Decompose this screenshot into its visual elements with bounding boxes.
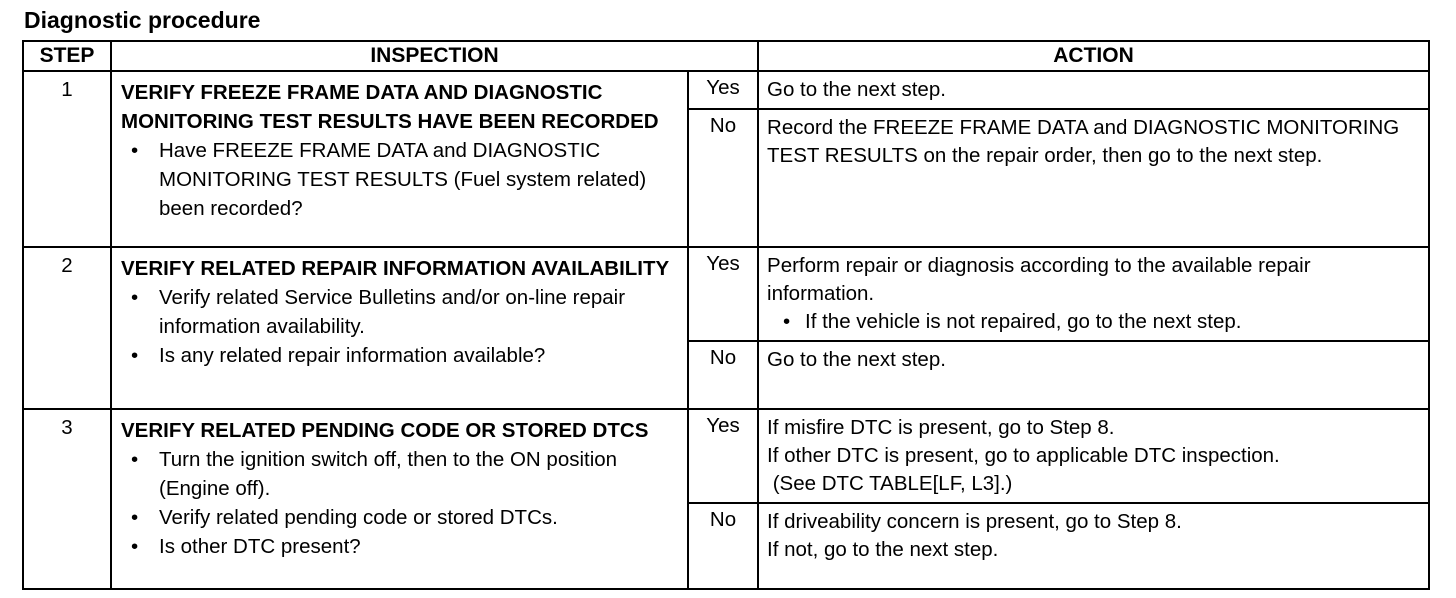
action-line: If other DTC is present, go to applicable DTC inspection. [767, 444, 1280, 467]
action-line: If misfire DTC is present, go to Step 8. [767, 416, 1115, 439]
yes-label: Yes [688, 247, 758, 341]
table-row [23, 247, 1429, 341]
inspection-cell [111, 409, 688, 589]
header-action: ACTION [758, 41, 1429, 71]
document [22, 6, 1430, 590]
action-line: Perform repair or diagnosis according to the available repair information. [767, 254, 1317, 305]
yes-label: Yes [688, 71, 758, 109]
inspection-bullet: • Is other DTC present? [121, 532, 679, 561]
action-bullets [767, 308, 1422, 336]
inspection-bullet: • Have FREEZE FRAME DATA and DIAGNOSTIC MONITORING TEST RESULTS (Fuel system related) been recorded? [121, 136, 679, 223]
no-label: No [688, 503, 758, 589]
yes-action [758, 71, 1429, 109]
inspection-cell [111, 247, 688, 409]
inspection-cell [111, 71, 688, 247]
page-title: Diagnostic procedure [24, 7, 261, 33]
no-label: No [688, 109, 758, 247]
action-line: Record the FREEZE FRAME DATA and DIAGNOSTIC MONITORING TEST RESULTS on the repair order, then go to the next step. [767, 116, 1400, 167]
inspection-bullets [121, 445, 679, 561]
action-line: If not, go to the next step. [767, 538, 999, 561]
no-action [758, 341, 1429, 409]
step-number: 2 [23, 247, 111, 409]
inspection-heading: VERIFY FREEZE FRAME DATA AND DIAGNOSTIC MONITORING TEST RESULTS HAVE BEEN RECORDED [121, 81, 659, 133]
header-step: STEP [23, 41, 111, 71]
action-bullet: • If the vehicle is not repaired, go to the next step. [767, 308, 1422, 336]
no-action [758, 109, 1429, 247]
table-row [23, 409, 1429, 503]
table-row [23, 71, 1429, 109]
inspection-heading: VERIFY RELATED REPAIR INFORMATION AVAILABILITY [121, 257, 670, 280]
diagnostic-table [22, 40, 1430, 590]
no-label: No [688, 341, 758, 409]
no-action [758, 503, 1429, 589]
action-line: If driveability concern is present, go to Step 8. [767, 510, 1182, 533]
yes-action [758, 247, 1429, 341]
inspection-bullet: • Verify related pending code or stored DTCs. [121, 503, 679, 532]
inspection-heading: VERIFY RELATED PENDING CODE OR STORED DTCS [121, 419, 649, 442]
header-inspection: INSPECTION [111, 41, 758, 71]
step-number: 3 [23, 409, 111, 589]
action-line: (See DTC TABLE[LF, L3].) [767, 472, 1013, 495]
header-row [23, 41, 1429, 71]
inspection-bullet: • Turn the ignition switch off, then to the ON position (Engine off). [121, 445, 679, 503]
inspection-bullet: • Is any related repair information available? [121, 341, 679, 370]
yes-label: Yes [688, 409, 758, 503]
action-line: Go to the next step. [767, 78, 946, 101]
inspection-bullets [121, 283, 679, 370]
inspection-bullets [121, 136, 679, 223]
step-number: 1 [23, 71, 111, 247]
action-line: Go to the next step. [767, 348, 946, 371]
inspection-bullet: • Verify related Service Bulletins and/or on-line repair information availability. [121, 283, 679, 341]
yes-action [758, 409, 1429, 503]
